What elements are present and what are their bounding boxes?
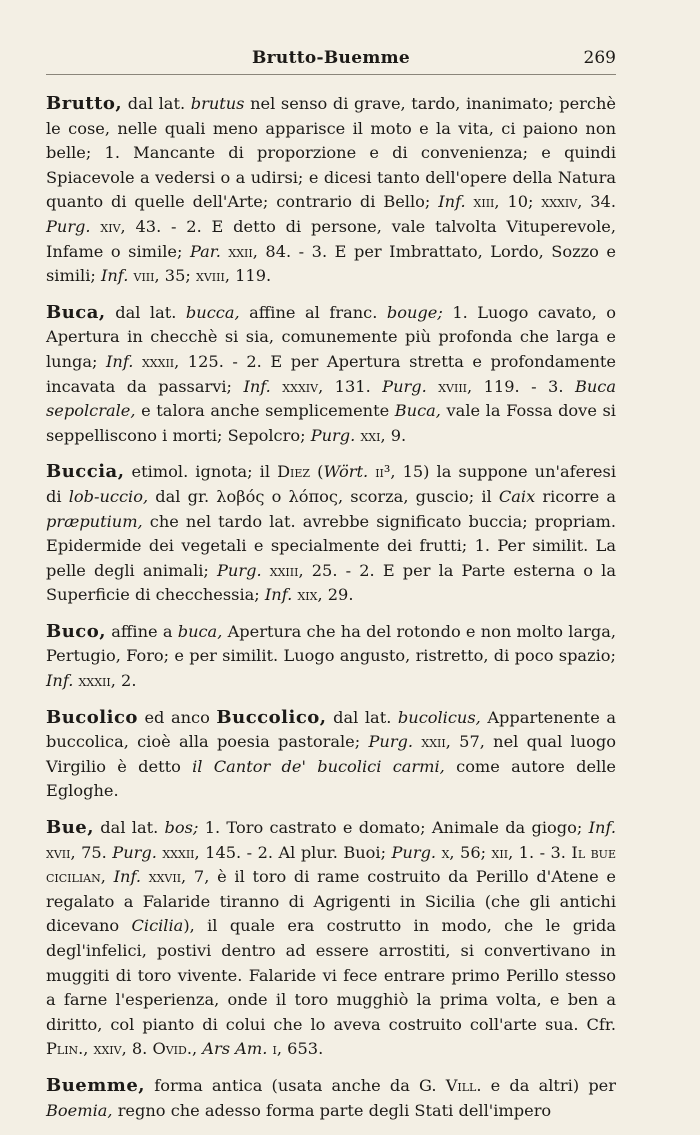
entry-text: che nel tardo lat. avrebbe significato buccia; propriam. Epidermide dei vegetali e specialmente dei frutti; 1. Per similit. La pelle degli animali;	[46, 511, 616, 580]
entry-text: etimol. ignota; il	[124, 462, 278, 482]
entry-text: Diez	[277, 462, 311, 482]
entry-text: bouge;	[386, 302, 443, 322]
entry-text: dal lat.	[94, 818, 165, 838]
entry-text: Wört.	[323, 462, 369, 482]
entry-text: xxxii	[162, 842, 195, 862]
entry-text: Inf.	[106, 351, 134, 371]
entry-text	[271, 377, 282, 396]
entry-text: xiv	[100, 216, 121, 236]
entry-text: , 125. - 2. E per Apertura stretta e profondamente incavata da passarvi;	[46, 351, 616, 396]
entry-text: buca,	[177, 621, 223, 641]
entry-text: xviii	[196, 266, 225, 286]
entry-text: dal lat.	[105, 302, 186, 322]
entry-text: dal lat.	[326, 707, 398, 727]
page-number: 269	[583, 48, 616, 68]
entry-text: come autore delle Egloghe.	[46, 756, 616, 801]
entry-text	[141, 867, 149, 886]
dictionary-entry	[46, 620, 616, 694]
entry-text: , 119. - 3.	[467, 376, 575, 396]
running-title: Brutto-Buemme	[251, 48, 411, 68]
entry-text: , 145. - 2. Al plur. Buoi;	[194, 842, 392, 862]
entry-text: viii	[133, 266, 155, 286]
entry-text: Inf.	[100, 266, 129, 286]
entry-text: xxiv	[93, 1039, 122, 1059]
entry-text	[106, 867, 114, 886]
entry-text	[427, 377, 438, 396]
entry-text: , 84. - 3. E per Imbrattato, Lordo, Sozzo e simili;	[46, 241, 617, 286]
entry-text: Inf.	[264, 585, 293, 605]
entry-text: Par.	[189, 241, 221, 261]
entry-text: Purg.	[310, 425, 356, 445]
entry-text: Ovid.,	[152, 1039, 198, 1059]
entry-text: brutus	[190, 94, 245, 113]
entry-text: , 25. - 2. E per la Parte esterna o la Superficie di checchessia;	[46, 560, 616, 605]
entry-text: ), il quale era costrutto in modo, che le grida degl'infelici, postivi dentro ad essere arrostiti, si convertivano in muggiti di toro vivente. Falaride vi fece entrare primo Perillo stesso a farne l'esperienza, onde il toro mugghiò la prima volta, e ben a diritto, col pianto di colui che lo aveva costruito coll'arte sua. Cfr.	[46, 916, 616, 1034]
entry-text: xxiii	[269, 560, 299, 580]
entry-text: , 8.	[121, 1039, 153, 1059]
entry-text: 1. Toro castrato e domato; Animale da giogo;	[198, 818, 589, 838]
running-header	[46, 48, 616, 75]
entry-text: , 1. - 3.	[508, 842, 572, 862]
dictionary-entry	[46, 301, 616, 449]
entry-text: Inf.	[438, 192, 466, 212]
entry-text: Buca sepolcrale,	[46, 376, 616, 421]
entry-text: , 57, nel qual luogo Virgilio è detto	[46, 732, 616, 776]
entry-text: e da altri) per	[481, 1075, 616, 1095]
entry-text: dal lat.	[122, 94, 191, 113]
entry-text: Purg.	[217, 560, 262, 580]
entry-text: vale la Fossa dove si seppelliscono i morti; Sepolcro;	[46, 401, 616, 445]
entry-text	[133, 352, 142, 371]
dictionary-entry	[46, 92, 616, 289]
entry-text: Purg.	[46, 216, 91, 236]
entry-headword: Buccia,	[46, 461, 125, 483]
entry-text: Plin.,	[46, 1039, 89, 1059]
entry-text	[91, 217, 101, 236]
entry-text: Purg.	[382, 376, 427, 396]
entry-text: præputium,	[46, 511, 143, 531]
entry-text: Inf.	[243, 376, 271, 396]
entry-text: bos;	[164, 818, 199, 838]
dictionary-entry	[46, 816, 616, 1062]
entry-text: Buca,	[394, 401, 441, 421]
entry-text: xxvii	[148, 867, 182, 887]
entry-text: lob-uccio,	[68, 486, 149, 506]
entry-text: xxxii	[141, 351, 175, 371]
entry-text: 1. Luogo cavato, o Apertura in checchè si sia, comunemente più profonda che larga e lunga;	[46, 302, 616, 371]
entry-text: , 34.	[577, 192, 616, 212]
entry-text: affine a	[106, 621, 178, 641]
entry-text: x	[441, 842, 450, 862]
entry-text: Purg.	[368, 732, 414, 752]
entry-headword: Bucolico	[46, 706, 138, 728]
entry-text: xviii	[438, 376, 468, 396]
entry-text: Inf.	[113, 867, 142, 887]
entry-text: forma antica (usata anche da G.	[145, 1075, 446, 1095]
dictionary-entry	[46, 460, 616, 608]
entry-text: Boemia,	[46, 1100, 113, 1120]
dictionary-entry	[46, 1074, 616, 1123]
entry-text: i	[272, 1039, 277, 1059]
entries-column	[46, 92, 616, 1135]
entry-text: , 35;	[154, 266, 196, 286]
entry-text	[466, 192, 474, 211]
entry-text: xxxiv	[282, 376, 319, 396]
entry-text: , 43. - 2. E detto di persone, vale talvolta Vituperevole, Infame o simile;	[46, 216, 616, 261]
entry-text: xxii	[421, 732, 446, 752]
entry-text: bucolicus,	[397, 707, 481, 727]
entry-text: Appartenente a buccolica, cioè alla poesia pastorale;	[46, 707, 616, 752]
entry-text: Apertura che ha del rotondo e non molto larga, Pertugio, Foro; e per similit. Luogo angusto, ristretto, di poco spazio;	[46, 621, 616, 666]
entry-text: , 653.	[276, 1039, 324, 1059]
entry-text: Il bue cicilian,	[46, 842, 616, 887]
entry-headword: Buemme,	[46, 1074, 146, 1096]
entry-text: Purg.	[112, 842, 157, 862]
entry-text: ii³	[375, 462, 391, 482]
entry-text: xxxii	[78, 671, 111, 691]
entry-text: Cicilia	[131, 916, 184, 936]
entry-text: , 75.	[70, 842, 113, 862]
entry-headword: Buca,	[46, 301, 106, 323]
entry-text: Inf.	[588, 818, 617, 838]
entry-text: e talora anche semplicemente	[135, 401, 395, 421]
entry-text: Vill.	[445, 1075, 482, 1095]
entry-text: Ars Am.	[202, 1039, 268, 1059]
entry-text: nel senso di grave, tardo, inanimato; perchè le cose, nelle quali meno apparisce il moto e la vita, ci paiono non belle; 1. Mancante di proporzione e di convenienza; e quindi Spiacevole a vedersi o a udirsi; e dicesi tanto dell'opere della Natura quanto di quelle dell'Arte; contrario di Bello;	[46, 94, 616, 212]
entry-text	[262, 561, 270, 580]
entry-text: xix	[297, 585, 318, 605]
entry-text: xiii	[473, 192, 495, 212]
entry-text: il Cantor de' bucolici carmi,	[192, 756, 445, 776]
entry-text: ed anco	[137, 707, 217, 727]
entry-text: bucca,	[185, 302, 240, 322]
entry-text: Caix	[498, 486, 536, 506]
entry-headword-variant: Buccolico,	[216, 706, 327, 728]
entry-text: xxi	[360, 425, 381, 445]
entry-text: xxii	[228, 241, 253, 261]
entry-text: , 9.	[380, 425, 407, 445]
entry-text: , 119.	[224, 266, 272, 286]
entry-headword: Brutto,	[46, 93, 123, 114]
entry-headword: Buco,	[46, 620, 107, 642]
entry-text: xii	[491, 842, 509, 862]
entry-headword: Bue,	[46, 817, 95, 839]
entry-text: (	[310, 462, 324, 482]
entry-text: xxxiv	[541, 192, 578, 212]
entry-text: regno che adesso forma parte degli Stati dell'impero	[112, 1100, 552, 1120]
entry-text: , 131.	[318, 376, 383, 396]
entry-text: affine al franc.	[239, 302, 387, 322]
entry-text: Purg.	[391, 842, 437, 862]
entry-text: , 10;	[494, 192, 542, 212]
entry-text: , 56;	[449, 842, 492, 862]
entry-text: xvii	[46, 842, 71, 862]
entry-text: ricorre a	[535, 486, 617, 506]
dictionary-entry	[46, 706, 616, 804]
entry-text: dal gr. λοβός o λόπος, scorza, guscio; il	[148, 486, 499, 506]
entry-text: , 29.	[317, 585, 354, 605]
entry-text: , 7, è il toro di rame costruito da Perillo d'Atene e regalato a Falaride tiranno di Agrigenti in Sicilia (che gli antichi dicevano	[46, 867, 616, 936]
entry-text: Inf.	[46, 671, 74, 691]
entry-text: , 15) la suppone un'aferesi di	[46, 462, 616, 506]
entry-text: , 2.	[110, 671, 137, 691]
